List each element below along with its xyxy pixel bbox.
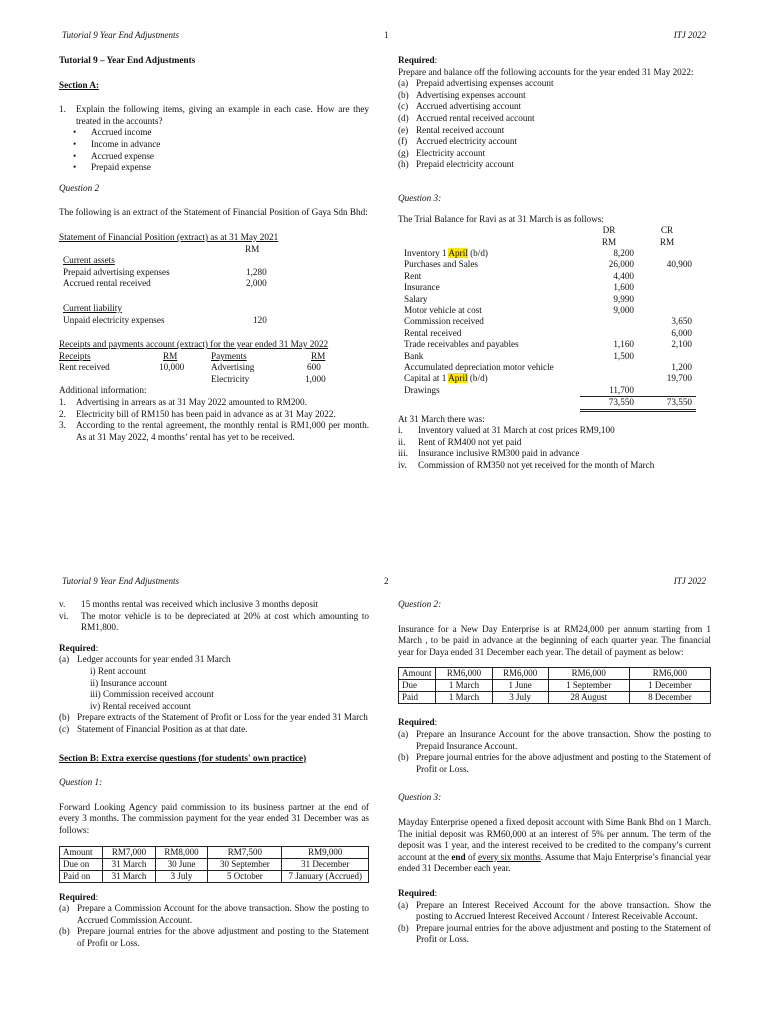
commission-table — [59, 846, 369, 883]
header-left: Tutorial 9 Year End Adjustments — [62, 30, 180, 40]
page-2: Tutorial 9 Year End Adjustments 2 ITJ 2022 v. 15 months rental was received which inclusive 3 months deposit vi. The motor vehicle is to be depreciated at 20% at cost which amounting to RM1,800. Required: (a) Ledger accounts for year ended 31 March i) Rent account ii) Insurance account iii) Commission received account iv) Rental received account (b) Prepare extracts of the Statement of Profit or Loss for the year ended 31 March (c) Statement of Financial Position as at that date. Section B: Extra exercise questions (for students' own practice) Question 1: Forward Looking Agency paid commission to its business partner at the end of every 3 months. The commission payment for the year ended 31 December was as follows: Amount RM7,000 RM8,000 RM7,500 RM9,000 Due on 31 March 30 June 30 September 31 December Paid on 31 March 3 July 5 October 7 January (Accrued) Required: (a) Prepare a Commission Account for the above transaction. Show the posting to Accrued Commission Account. (b) Prepare journal entries for the above adjustment and posting to the Statement of Profit or Loss. Question 2: Insurance for a New Day Enterprise is at RM24,000 per annum starting from 1 March , to be paid in advance at the beginning of each quarter year. The financial year for Daya ended 31 December each year. The detail of payment as below: Amount RM6,000 RM6,000 RM6,000 RM6,000 Due 1 March 1 June 1 September 1 December Paid 1 March 3 July 28 August 8 December Required: (a) Prepare an Insurance Account for the above transaction. Show the posting to Prepaid Insurance Account. (b) Prepare journal entries for the above adjustment and posting to the Statement of Profit or Loss. Question 3: Mayday Enterprise opened a fixed deposit account with Sime Bank Bhd on 1 March. The initial deposit was RM60,000 at an interest of 5% per annum. The term of the deposit was 1 year, and the interest received to be credited to the company’s current account at the end of every six months. Assume that Maju Enterprise’s financial year ended 31 December each year. Required: (a) Prepare an Interest Received Account for the above transaction. Show the posting to Accrued Interest Received Account / Interest Receivable Account. (b) Prepare journal entries for the above adjustment and posting to the Statement of Profit or Loss. — [59, 576, 711, 948]
table-row: Bank 1,500 — [404, 350, 634, 361]
list-item: v. 15 months rental was received which inclusive 3 months deposit — [59, 599, 319, 609]
table-row: Paid on 31 March 3 July 5 October 7 January (Accrued) — [60, 870, 369, 882]
trial-balance-table: DR CR RM RM Inventory 1 April (b/d) 8,200 Purchases and Sales 26,000 40,900 Rent 4,400 Insurance 1,600 Salary 9,990 Motor vehicle at cost 9,000 Commission received 3,650 Rental received 6,000 Trade receivables and payables 1,160 2,100 Bank 1,500 Accumulated depreciation motor vehicle 1,200 Capital at 1 April (b/d) 19,700 Drawings 11,700 73,550 73,550 — [404, 225, 696, 412]
page-number: 2 — [384, 576, 389, 586]
list-item: • Accrued expense — [73, 150, 155, 161]
table-row: Motor vehicle at cost 9,000 — [404, 304, 634, 315]
list-item: (e) Rental received account — [398, 124, 505, 135]
current-liability-label: Current liability — [63, 302, 122, 313]
list-item: iii. Insurance inclusive RM300 paid in advance — [398, 448, 580, 459]
list-item: • Income in advance — [73, 138, 161, 149]
right-column: Question 2: Insurance for a New Day Enterprise is at RM24,000 per annum starting from 1 March , to be paid in advance at the beginning of each quarter year. The financial year for Daya ended 31 December each year. The detail of payment as below: Amount RM6,000 RM6,000 RM6,000 RM6,000 Due 1 March 1 June 1 September 1 December Paid 1 March 3 July 28 August 8 December Required: (a) Prepare an Insurance Account for the above transaction. Show the posting to Prepaid Insurance Account. (b) Prepare journal entries for the above adjustment and posting to the Statement of Profit or Loss. Question 3: Mayday Enterprise opened a fixed deposit account with Sime Bank Bhd on 1 March. The initial deposit was RM60,000 at an interest of 5% per annum. The term of the deposit was 1 year, and the interest received to be credited to the company’s current account at the end of every six months. Assume that Maju Enterprise’s financial year ended 31 December each year. Required: (a) Prepare an Interest Received Account for the above transaction. Show the posting to Accrued Interest Received Account / Interest Receivable Account. (b) Prepare journal entries for the above adjustment and posting to the Statement of Profit or Loss. — [398, 599, 711, 945]
left-column: Tutorial 9 – Year End Adjustments Section A: 1. Explain the following items, giving an example in each case. How are they treated in the accounts? • Accrued income • Income in advance • Accrued expense • Prepaid expense Question 2 The following is an extract of the Statement of Financial Position of Gaya Sdn Bhd: Statement of Financial Position (extract) as at 31 May 2021 RM Current assets Prepaid advertising expenses 1,280 Accrued rental received 2,000 Current liability Unpaid electricity expenses 120 Receipts and payments account (extract) for the year ended 31 May 2022 Receipts RM Payments RM Rent received 10,000 Advertising 600 Electricity 1,000 Additional information: 1. Advertising in arrears as at 31 May 2022 amounted to RM200. 2. Electricity bill of RM150 has been paid in advance as at 31 May 2022. 3. According to the rental agreement, the monthly rental is RM1,000 per month. As at 31 May 2022, 4 months’ rental has yet to be received. — [59, 55, 369, 442]
table-row: Drawings 11,700 — [404, 384, 634, 396]
list-item: iv. Commission of RM350 not yet received for the month of March — [398, 460, 655, 470]
insurance-table — [398, 667, 711, 704]
table-row: Amount RM7,000 RM8,000 RM7,500 RM9,000 — [60, 846, 369, 858]
list-item: (a) Ledger accounts for year ended 31 March — [59, 654, 231, 665]
table-row: Due on 31 March 30 June 30 September 31 December — [60, 858, 369, 870]
list-item: (g) Electricity account — [398, 147, 486, 158]
table-row: Rent 4,400 — [404, 270, 634, 281]
table-row: Capital at 1 April (b/d) 19,700 — [404, 373, 692, 384]
table-row: Accrued rental received 2,000 — [63, 278, 267, 289]
current-assets-label: Current assets — [63, 255, 115, 266]
receipts-payments-title: Receipts and payments account (extract) for the year ended 31 May 2022 — [59, 339, 329, 350]
list-item: (d) Accrued rental received account — [398, 112, 535, 123]
list-item: • Accrued income — [73, 127, 152, 138]
required-label: Required — [59, 642, 96, 653]
b-question-2-title: Question 2: — [398, 599, 442, 609]
list-item: vi. The motor vehicle is to be depreciated at 20% at cost which amounting to RM1,800. — [59, 610, 369, 633]
question-2-intro: The following is an extract of the Statement of Financial Position of Gaya Sdn Bhd: — [59, 207, 368, 218]
list-item: i. Inventory valued at 31 March at cost prices RM9,100 — [398, 425, 615, 436]
page-number: 1 — [384, 30, 389, 40]
table-row: Prepaid advertising expenses 1,280 — [63, 266, 267, 277]
list-item: 3. According to the rental agreement, the monthly rental is RM1,000 per month. As at 31 May 2022, 4 months’ rental has yet to be received. — [59, 420, 369, 442]
list-item: (c) Statement of Financial Position as at that date. — [59, 723, 248, 734]
table-row: Amount RM6,000 RM6,000 RM6,000 RM6,000 — [399, 668, 711, 680]
table-row: Trade receivables and payables 1,160 2,100 — [404, 339, 692, 350]
table-row: Electricity 1,000 — [211, 373, 326, 384]
sofp-title: Statement of Financial Position (extract) as at 31 May 2021 — [59, 231, 279, 242]
list-item: ii. Rent of RM400 not yet paid — [398, 436, 522, 447]
list-item: (a) Prepare a Commission Account for the above transaction. Show the posting to Accrued Commission Account. — [59, 903, 369, 925]
question-2-title: Question 2 — [59, 182, 100, 193]
list-item: (a) Prepaid advertising expenses account — [398, 78, 554, 89]
question-1: 1. Explain the following items, giving an example in each case. How are they treated in the accounts? — [59, 104, 369, 126]
right-column: Required: Prepare and balance off the following accounts for the year ended 31 May 2022: (a) Prepaid advertising expenses account (b) Advertising expenses account (c) Accrued advertising account (d) Accrued rental received account (e) Rental received account (f) Accrued electricity account (g) Electricity account (h) Prepaid electricity account Question 3: The Trial Balance for Ravi as at 31 March is as follows: DR CR RM RM Inventory 1 April (b/d) 8,200 Purchases and Sales 26,000 40,900 Rent 4,400 Insurance 1,600 Salary 9,990 Motor vehicle at cost 9,000 Commission received 3,650 Rental received 6,000 Trade receivables and payables 1,160 2,100 Bank 1,500 Accumulated depreciation motor vehicle 1,200 Capital at 1 April (b/d) 19,700 Drawings 11,700 73,550 73,550 At 31 March there was: i. Inventory valued at 31 March at cost prices RM9,100 ii. Rent of RM400 not yet paid iii. Insurance inclusive RM300 paid in advance iv. Commission of RM350 not yet received for the month of March — [398, 55, 711, 472]
list-item: (b) Advertising expenses account — [398, 89, 526, 100]
table-row: Rent received 10,000 Advertising 600 — [59, 362, 321, 373]
q3-at-date: At 31 March there was: — [398, 413, 485, 424]
header-right: ITJ 2022 — [673, 30, 706, 40]
left-column: v. 15 months rental was received which inclusive 3 months deposit vi. The motor vehicle is to be depreciated at 20% at cost which amounting to RM1,800. Required: (a) Ledger accounts for year ended 31 March i) Rent account ii) Insurance account iii) Commission received account iv) Rental received account (b) Prepare extracts of the Statement of Profit or Loss for the year ended 31 March (c) Statement of Financial Position as at that date. Section B: Extra exercise questions (for students' own practice) Question 1: Forward Looking Agency paid commission to its business partner at the end of every 3 months. The commission payment for the year ended 31 December was as follows: Amount RM7,000 RM8,000 RM7,500 RM9,000 Due on 31 March 30 June 30 September 31 December Paid on 31 March 3 July 5 October 7 January (Accrued) Required: (a) Prepare a Commission Account for the above transaction. Show the posting to Accrued Commission Account. (b) Prepare journal entries for the above adjustment and posting to the Statement of Profit or Loss. — [59, 599, 369, 948]
section-a-heading: Section A: — [59, 79, 100, 90]
table-row: Purchases and Sales 26,000 40,900 — [404, 259, 692, 270]
table-row: Salary 9,990 — [404, 293, 634, 304]
table-row: Accumulated depreciation motor vehicle 1,200 — [404, 362, 692, 372]
table-header: Receipts RM Payments RM — [59, 350, 326, 361]
table-row: Due 1 March 1 June 1 September 1 December — [399, 680, 711, 692]
required-label: Required — [398, 717, 435, 728]
table-row: Inventory 1 April (b/d) 8,200 — [404, 247, 634, 258]
table-row: Unpaid electricity expenses 120 — [63, 314, 267, 325]
table-row: Insurance 1,600 — [404, 282, 634, 293]
tutorial-title: Tutorial 9 – Year End Adjustments — [59, 55, 196, 65]
required-text: Prepare and balance off the following accounts for the year ended 31 May 2022: — [398, 66, 694, 77]
required-label: Required — [59, 891, 96, 902]
question-3-title: Question 3: — [398, 192, 442, 203]
list-item: (b) Prepare journal entries for the above adjustment and posting to the Statement of Profit or Loss. — [59, 926, 369, 948]
table-row: Rental received 6,000 — [404, 327, 692, 338]
list-item: (b) Prepare journal entries for the above adjustment and posting to the Statement of Profit or Loss. — [398, 752, 711, 774]
list-item: 1. Advertising in arrears as at 31 May 2022 amounted to RM200. — [59, 397, 307, 408]
list-item: (a) Prepare an Insurance Account for the above transaction. Show the posting to Prepaid Insurance Account. — [398, 728, 711, 751]
additional-info-title: Additional information: — [59, 385, 147, 396]
list-item: (b) Prepare extracts of the Statement of Profit or Loss for the year ended 31 March — [59, 712, 368, 723]
b-question-3-title: Question 3: — [398, 792, 442, 803]
list-item: (c) Accrued advertising account — [398, 101, 522, 112]
b-question-1-text: Forward Looking Agency paid commission to its business partner at the end of every 3 months. The commission payment for the year ended 31 December was as follows: — [59, 801, 369, 835]
list-item: • Prepaid expense — [73, 162, 151, 173]
b-question-2-text: Insurance for a New Day Enterprise is at RM24,000 per annum starting from 1 March , to be paid in advance at the beginning of each quarter year. The financial year for Daya ended 31 December each year. The detail of payment as below: — [398, 623, 711, 657]
list-item: (f) Accrued electricity account — [398, 136, 518, 147]
required-label: Required — [398, 55, 435, 65]
table-row: Paid 1 March 3 July 28 August 8 December — [399, 692, 711, 704]
table-row: Commission received 3,650 — [404, 316, 692, 327]
section-b-heading: Section B: Extra exercise questions (for students' own practice) — [59, 752, 307, 763]
list-item: (a) Prepare an Interest Received Account for the above transaction. Show the posting to Accrued Interest Received Account / Interest Receivable Account. — [398, 899, 711, 922]
required-label: Required — [398, 887, 435, 898]
list-item: 2. Electricity bill of RM150 has been paid in advance as at 31 May 2022. — [59, 408, 336, 419]
list-item: (h) Prepaid electricity account — [398, 159, 514, 170]
b-question-1-title: Question 1: — [59, 777, 103, 788]
question-3-intro: The Trial Balance for Ravi as at 31 March is as follows: — [398, 213, 604, 224]
list-item: (b) Prepare journal entries for the above adjustment and posting to the Statement of Profit or Loss. — [398, 922, 711, 945]
b-question-3-text: Mayday Enterprise opened a fixed deposit account with Sime Bank Bhd on 1 March. The initial deposit was RM60,000 at an interest of 5% per annum. The term of the deposit was 1 year, and the interest received to be credited to the company’s current account at the end of every six months. Assume that Maju Enterprise’s financial year ended 31 December each year. — [398, 816, 711, 874]
